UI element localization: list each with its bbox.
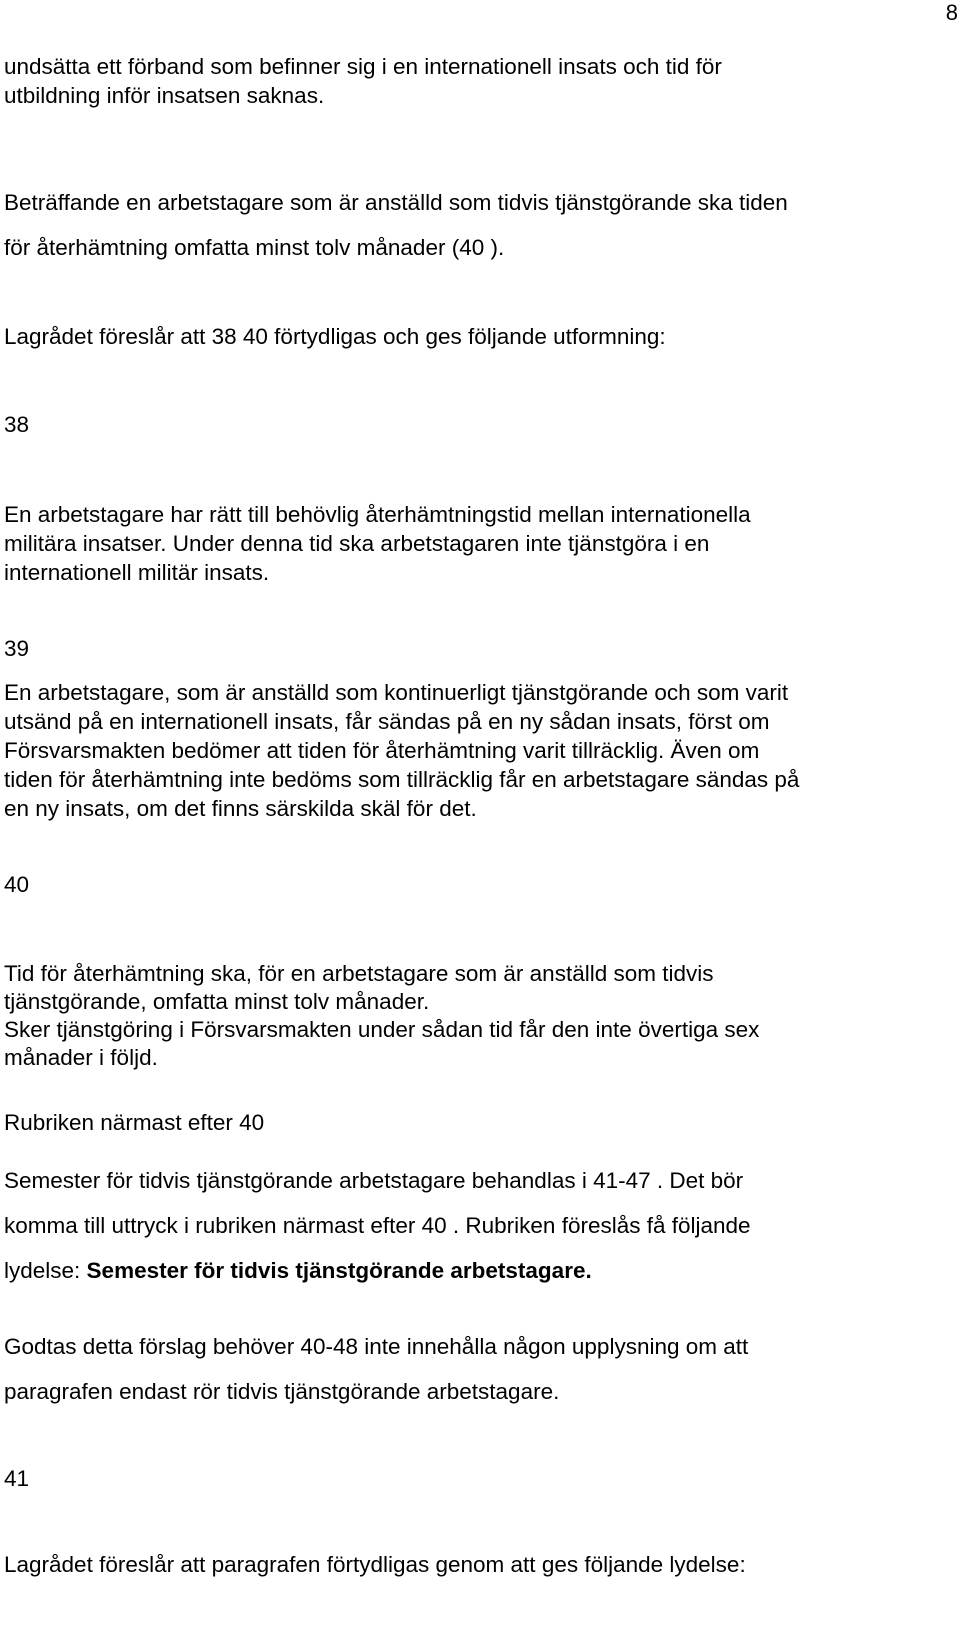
semester-text: Semester för tidvis tjänstgörande arbetstagare behandlas i 41-47 . Det bör komma till uttryck i rubriken närmast efter 40 . Rubriken föreslås få följande lydelse: (4, 1168, 751, 1283)
rubrik-line: Rubriken närmast efter 40 (4, 1110, 265, 1135)
paragraph-godtas: Godtas detta förslag behöver 40-48 inte innehålla någon upplysning om att paragrafen endast rör tidvis tjänstgörande arbetstagare. (4, 1334, 749, 1404)
section-38-text: En arbetstagare har rätt till behövlig återhämtningstid mellan internationella militära insatser. Under denna tid ska arbetstagaren inte tjänstgöra i en internationell militär insats. (4, 502, 751, 585)
section-41-heading: 41 (4, 1466, 30, 1491)
semester-bold-title: Semester för tidvis tjänstgörande arbetstagare. (86, 1258, 592, 1283)
paragraph-lagradet-proposal: Lagrådet föreslår att 38 40 förtydligas och ges följande utformning: (4, 324, 666, 349)
section-40-heading: 40 (4, 872, 30, 897)
section-38-heading: 38 (4, 412, 30, 437)
paragraph-semester (4, 1158, 934, 1293)
section-39-heading: 39 (4, 636, 30, 661)
page-number: 8 (945, 0, 958, 25)
paragraph-final: Lagrådet föreslår att paragrafen förtydligas genom att ges följande lydelse: (4, 1552, 746, 1577)
section-39-text: En arbetstagare, som är anställd som kontinuerligt tjänstgörande och som varit utsänd på en internationell insats, får sändas på en ny sådan insats, först om Försvarsmakten bedömer att tiden för återhämtning varit tillräcklig. Även om tiden för återhämtning inte bedöms som tillräcklig får en arbetstagare sändas på en ny insats, om det finns särskilda skäl för det. (4, 680, 800, 821)
paragraph-tidvis: Beträffande en arbetstagare som är anställd som tidvis tjänstgörande ska tiden för återhämtning omfatta minst tolv månader (40 ). (4, 190, 788, 260)
section-40-text: Tid för återhämtning ska, för en arbetstagare som är anställd som tidvis tjänstgörande, omfatta minst tolv månader. Sker tjänstgöring i Försvarsmakten under sådan tid får den inte övertiga sex månader i följd. (4, 961, 760, 1070)
paragraph-intro: undsätta ett förband som befinner sig i en internationell insats och tid för utbildning inför insatsen saknas. (4, 54, 722, 108)
